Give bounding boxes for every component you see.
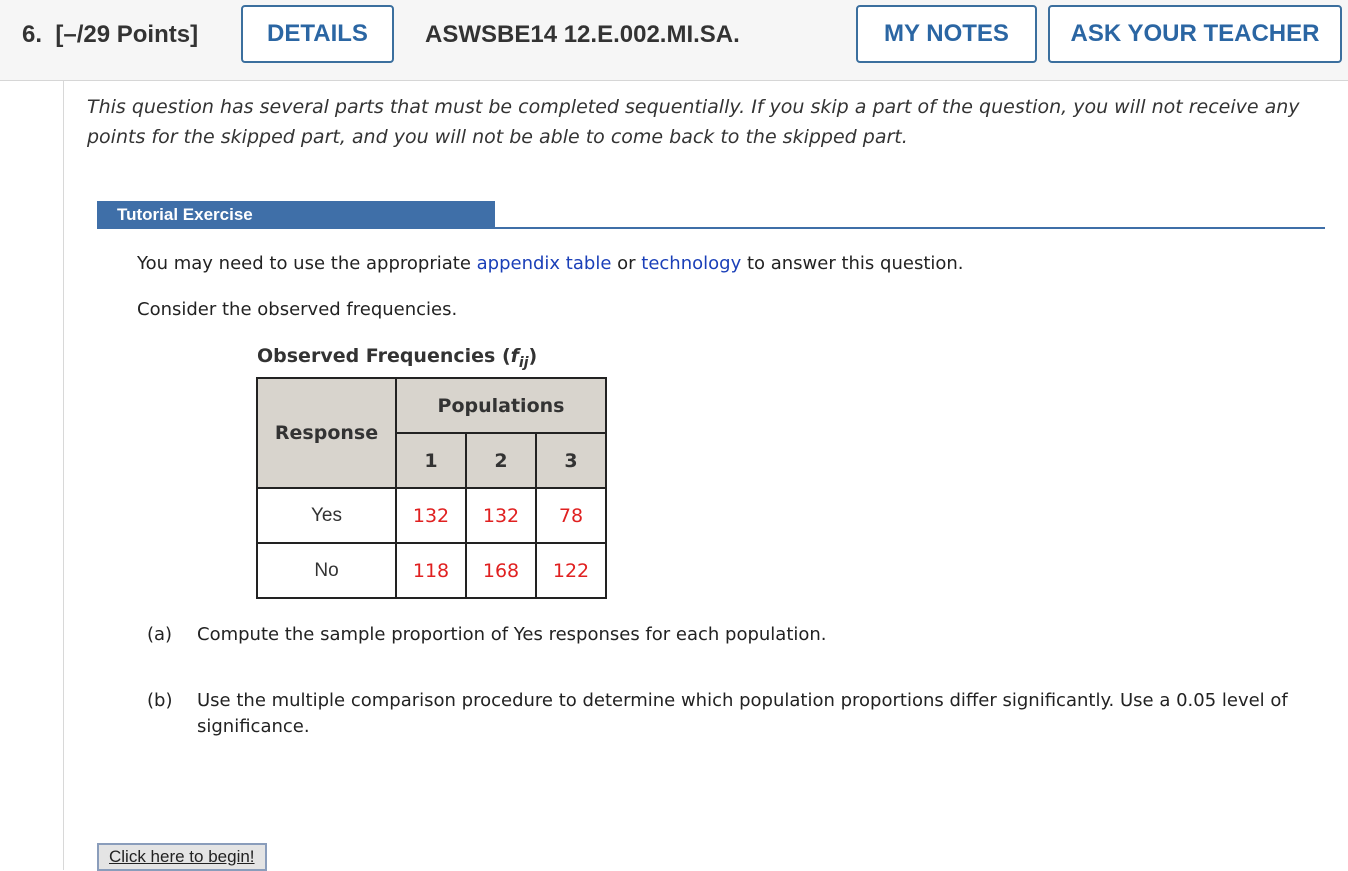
response-header: Response (257, 378, 396, 488)
left-rule-divider (63, 81, 64, 870)
population-1-header: 1 (396, 433, 466, 488)
populations-header: Populations (396, 378, 606, 433)
population-3-header: 3 (536, 433, 606, 488)
ask-teacher-button[interactable]: ASK YOUR TEACHER (1048, 5, 1342, 63)
table-caption (257, 342, 537, 377)
tutorial-exercise-title: Tutorial Exercise (97, 201, 495, 227)
table-row (257, 543, 606, 598)
question-number (22, 18, 198, 52)
cell-yes-2: 132 (466, 488, 536, 543)
cell-no-1: 118 (396, 543, 466, 598)
sequential-instructions: This question has several parts that must be completed sequentially. If you skip a part of the question, you will not receive any points for the skipped part, and you will not be able to come back to the skipped part. (87, 96, 1300, 148)
part-b-text: Use the multiple comparison procedure to determine which population proportions differ significantly. Use a 0.05 level of significance. (197, 690, 1288, 737)
population-2-header: 2 (466, 433, 536, 488)
question-code: ASWSBE14 12.E.002.MI.SA. (425, 21, 740, 48)
caption-f: f (510, 345, 519, 367)
question-header (0, 0, 1348, 81)
caption-subscript: ij (518, 354, 529, 371)
row-label-yes: Yes (257, 488, 396, 543)
part-a-text: Compute the sample proportion of Yes responses for each population. (197, 624, 827, 645)
cell-no-2: 168 (466, 543, 536, 598)
question-number-text: 6. (22, 21, 43, 48)
cell-yes-1: 132 (396, 488, 466, 543)
cell-yes-3: 78 (536, 488, 606, 543)
part-a-label: (a) (147, 624, 173, 645)
my-notes-button[interactable]: MY NOTES (856, 5, 1037, 63)
question-points: [–/29 Points] (55, 21, 199, 48)
instruction-text-1: You may need to use the appropriate (137, 253, 477, 274)
begin-button[interactable]: Click here to begin! (97, 843, 267, 871)
caption-prefix: Observed Frequencies ( (257, 345, 511, 367)
instruction-text-2: or (611, 253, 642, 274)
cell-no-3: 122 (536, 543, 606, 598)
tutorial-instruction (137, 251, 964, 277)
row-label-no: No (257, 543, 396, 598)
part-b-label: (b) (147, 690, 173, 711)
appendix-table-link[interactable]: appendix table (476, 253, 612, 274)
instruction-text-3: to answer this question. (741, 253, 964, 274)
tutorial-divider (97, 227, 1325, 229)
technology-link[interactable]: technology (641, 253, 742, 274)
observed-frequencies-table (256, 377, 607, 599)
details-button[interactable]: DETAILS (241, 5, 394, 63)
caption-suffix: ) (528, 345, 538, 367)
table-row (257, 488, 606, 543)
consider-text: Consider the observed frequencies. (137, 299, 458, 320)
